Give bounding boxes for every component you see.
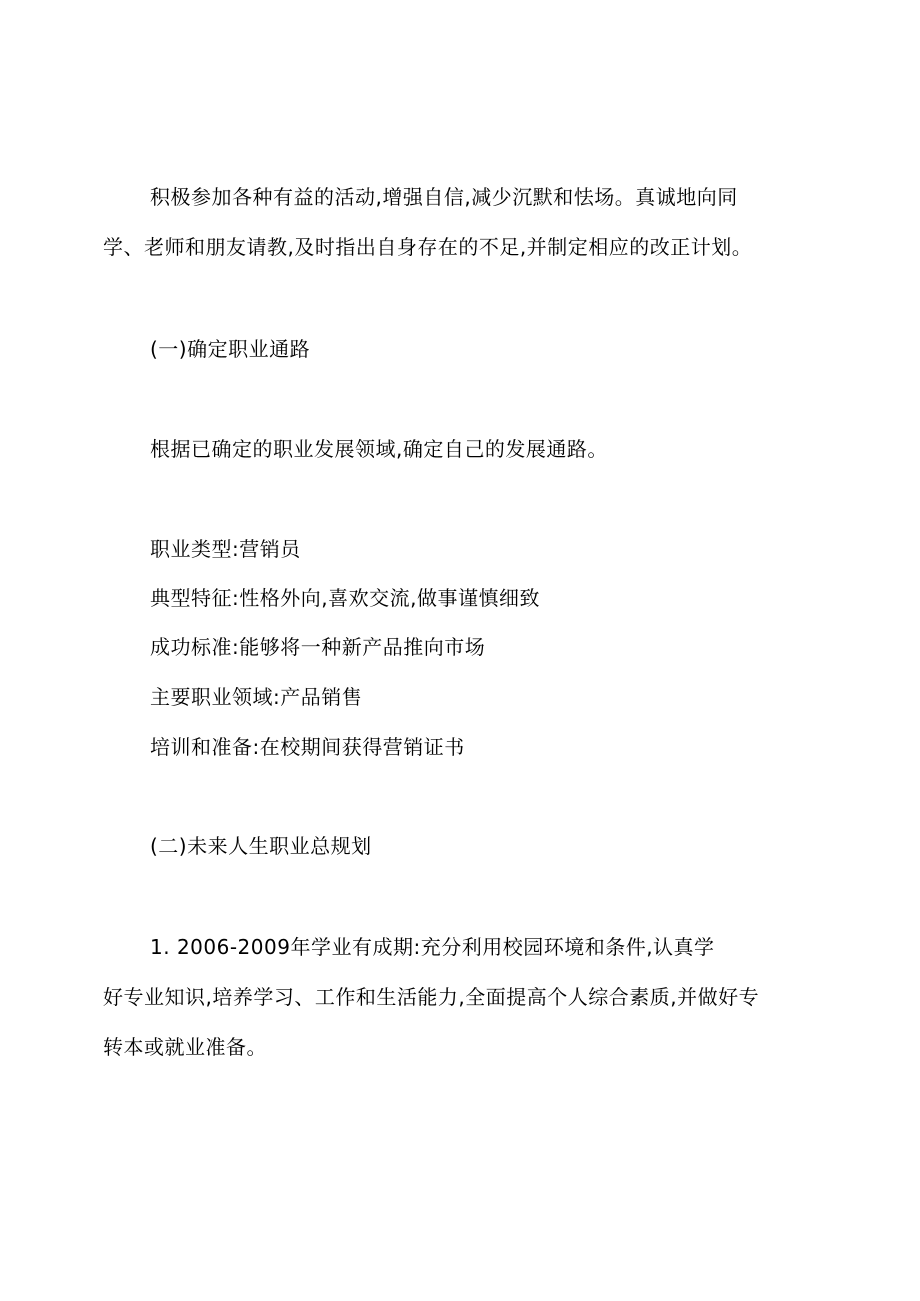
profile-career-type: 职业类型:营销员 xyxy=(150,537,301,561)
profile-success-criteria: 成功标准:能够将一种新产品推向市场 xyxy=(150,635,486,659)
list-item-1-line-1: 1. 2006-2009年学业有成期:充分利用校园环境和条件,认真学 xyxy=(150,935,715,959)
section-heading-2: (二)未来人生职业总规划 xyxy=(150,834,372,858)
list-item-1-line-3: 转本或就业准备。 xyxy=(103,1035,267,1059)
section-heading-1: (一)确定职业通路 xyxy=(150,337,311,361)
paragraph-1-line-2: 学、老师和朋友请教,及时指出自身存在的不足,并制定相应的改正计划。 xyxy=(103,235,753,259)
list-item-1-line-2: 好专业知识,培养学习、工作和生活能力,全面提高个人综合素质,并做好专 xyxy=(103,985,760,1009)
paragraph-2: 根据已确定的职业发展领域,确定自己的发展通路。 xyxy=(150,437,608,461)
paragraph-1-line-1: 积极参加各种有益的活动,增强自信,减少沉默和怯场。真诚地向同 xyxy=(150,185,738,209)
profile-traits: 典型特征:性格外向,喜欢交流,做事谨慎细致 xyxy=(150,586,540,610)
profile-career-field: 主要职业领域:产品销售 xyxy=(150,685,363,709)
profile-training: 培训和准备:在校期间获得营销证书 xyxy=(150,735,465,759)
